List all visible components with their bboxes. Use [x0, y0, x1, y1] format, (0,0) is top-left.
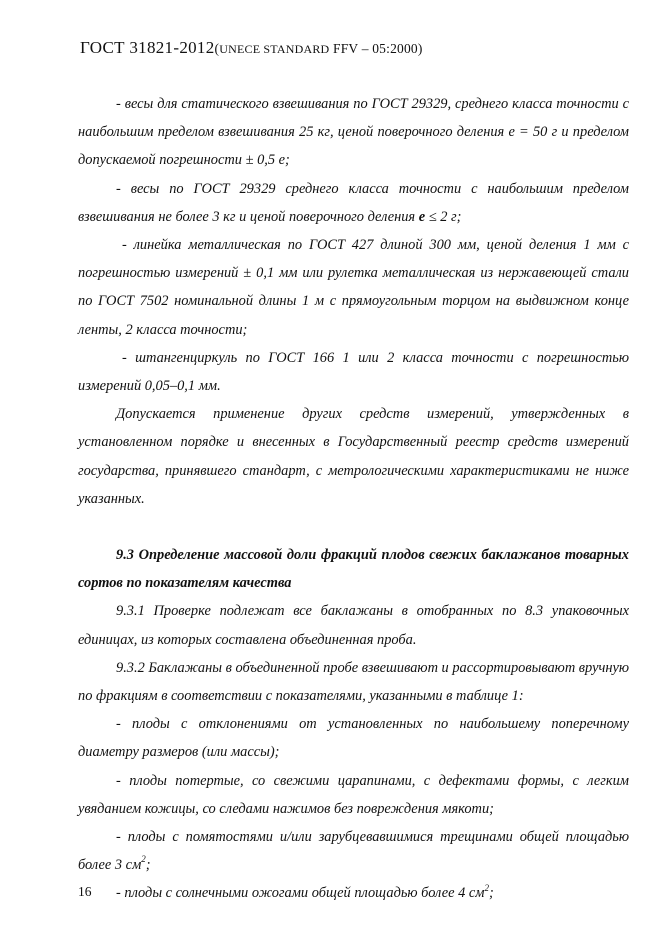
standard-name: UNECE STANDARD	[219, 42, 330, 56]
list-item-ruler: - линейка металлическая по ГОСТ 427 длиной 300 мм, ценой деления 1 мм с погрешностью измерений ± 0,1 мм или рулетка металлическая из нержавеющей стали по ГОСТ 7502 номинальной длины 1 м с прямоугольным торцом на выдвижном конце ленты, 2 класса точности;	[78, 237, 629, 338]
sunburn-end: ;	[488, 885, 494, 902]
list-item-scales-static: - весы для статического взвешивания по ГОСТ 29329, среднего класса точности с наибольшим пределом взвешивания 25 кг, ценой поверочного деления е = 50 г и пределом допускаемой погрешности ± 0,5 е;	[78, 96, 629, 169]
document-code: ГОСТ 31821-2012	[80, 38, 215, 57]
bruised-end: ;	[145, 857, 151, 874]
scales-small-limit: ≤ 2 г;	[425, 208, 462, 225]
bruised-superscript: 2	[141, 854, 146, 865]
sunburn-superscript: 2	[484, 882, 489, 893]
list-item-scratched: - плоды потертые, со свежими царапинами, с дефектами формы, с легким увяданием кожицы, со следами нажимов без повреждения мякоти;	[78, 772, 629, 817]
list-item-caliper: - штангенциркуль по ГОСТ 166 1 или 2 класса точности с погрешностью измерений 0,05–0,1 мм.	[78, 349, 629, 395]
standard-reference	[215, 41, 423, 56]
list-item-size-deviation: - плоды с отклонениями от установленных по наибольшему поперечному диаметру размеров (или массы);	[78, 716, 629, 761]
list-item-bruised	[78, 823, 629, 879]
list-item-sunburn	[78, 879, 629, 907]
bruised-text: - плоды с помятостями и/или зарубцевавшимися трещинами общей площадью более 3 см	[78, 829, 629, 874]
document-body	[78, 90, 629, 908]
page-number: 16	[78, 884, 92, 899]
section-heading-9-3: 9.3 Определение массовой доли фракций плодов свежих баклажанов товарных сортов по показателям качества	[78, 547, 629, 592]
paragraph-9-3-1: 9.3.1 Проверке подлежат все баклажаны в отобранных по 8.3 упаковочных единицах, из которых составлена объединенная проба.	[78, 603, 629, 648]
standard-open-paren: (	[214, 41, 220, 56]
scales-small-text: - весы по ГОСТ 29329 среднего класса точности с наибольшим пределом взвешивания не более 3 кг и ценой поверочного деления	[78, 180, 629, 225]
division-symbol: е	[418, 208, 426, 225]
paragraph-9-3-2: 9.3.2 Баклажаны в объединенной пробе взвешивают и рассортировывают вручную по фракциям в соответствии с показателями, указанными в таблице 1:	[78, 659, 629, 705]
sunburn-text: - плоды с солнечными ожогами общей площадью более 4 см	[116, 885, 485, 902]
page-header	[80, 38, 423, 58]
standard-code: FFV – 05:2000)	[329, 41, 423, 56]
list-item-scales-small	[78, 175, 629, 231]
paragraph-other-instruments: Допускается применение других средств измерений, утвержденных в установленном порядке и внесенных в Государственный реестр средств измерений государства, принявшего стандарт, с метрологическими характеристиками не ниже указанных.	[78, 406, 629, 507]
